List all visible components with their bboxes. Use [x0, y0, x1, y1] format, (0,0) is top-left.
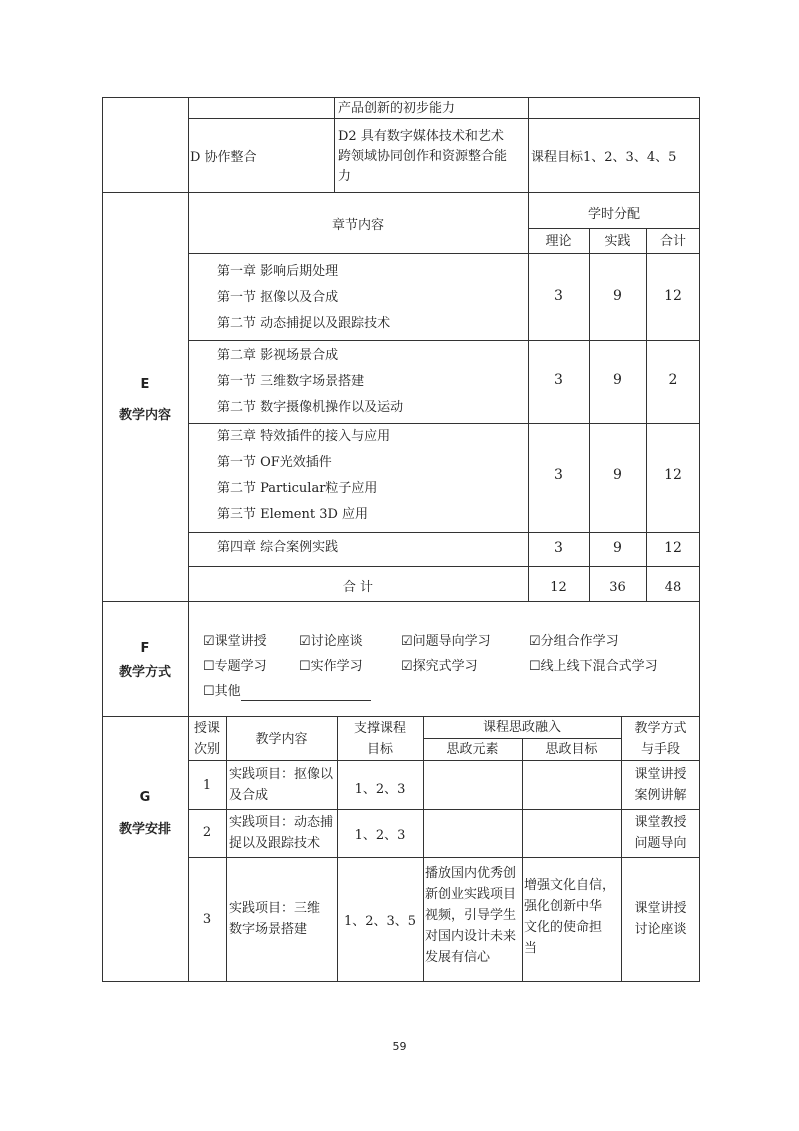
top-row2-goal: 课程目标1、2、3、4、5: [531, 150, 677, 165]
schedule-method-line: 课堂教授: [634, 815, 687, 830]
method-option[interactable]: [203, 657, 267, 676]
other-blank-field[interactable]: [241, 687, 371, 701]
section-f-letter: F: [140, 641, 150, 656]
option-label: 探究式学习: [412, 659, 478, 674]
checked-box-icon: ☑: [299, 634, 311, 649]
header-support: 目标: [366, 742, 393, 757]
top-row2-label: D 协作整合: [190, 150, 257, 165]
method-option[interactable]: [203, 632, 267, 651]
page-number: 59: [392, 1040, 407, 1053]
schedule-support: 1、2、3、5: [343, 914, 417, 929]
chapter-line: 第一节 抠像以及合成: [217, 290, 339, 305]
chapter-line: 第二节 动态捕捉以及跟踪技术: [217, 316, 391, 331]
schedule-method-line: 课堂讲授: [634, 767, 687, 782]
header-order: 次别: [193, 742, 220, 757]
chapter-theory: 3: [554, 467, 563, 483]
chapter-practice: 9: [613, 288, 622, 304]
schedule-content-line: 数字场景搭建: [229, 922, 308, 937]
section-e-title: 教学内容: [118, 408, 171, 423]
header-order: 授课: [193, 721, 220, 736]
chapter-total: 2: [668, 372, 678, 388]
schedule-method-line: 问题导向: [634, 836, 687, 851]
schedule-content-line: 实践项目：抠像以: [229, 767, 334, 782]
chapter-practice: 9: [613, 372, 622, 388]
chapter-total: 12: [664, 288, 682, 304]
schedule-content-line: 实践项目：三维: [229, 901, 321, 916]
option-label: 课堂讲授: [214, 634, 267, 649]
chapter-line: 第三节 Element 3D 应用: [217, 507, 369, 522]
chapter-line: 第一节 三维数字场景搭建: [217, 374, 365, 389]
header-content: 教学内容: [255, 732, 308, 747]
desc-line: 跨领域协同创作和资源整合能: [338, 149, 508, 164]
ideo-element-line: 播放国内优秀创: [425, 866, 517, 881]
section-e-letter: E: [140, 377, 150, 392]
chapter-line: 第三章 特效插件的接入与应用: [217, 429, 391, 444]
method-option[interactable]: [401, 657, 478, 676]
top-row1-desc: 产品创新的初步能力: [338, 101, 456, 116]
option-label: 线上线下混合式学习: [540, 659, 658, 674]
sum-theory: 12: [550, 580, 567, 595]
schedule-content-line: 实践项目：动态捕: [229, 815, 334, 830]
option-label: 讨论座谈: [310, 634, 363, 649]
ideo-element-line: 视频，引导学生: [425, 908, 517, 923]
checked-box-icon: ☑: [529, 634, 541, 649]
chapter-line: 第一章 影响后期处理: [217, 264, 339, 279]
section-g-title: 教学安排: [118, 822, 171, 837]
section-g-letter: G: [139, 790, 151, 805]
header-method: 与手段: [640, 742, 680, 757]
chapter-theory: 3: [554, 372, 563, 388]
method-option[interactable]: [299, 657, 363, 676]
sum-practice: 36: [609, 580, 626, 595]
chapter-practice: 9: [613, 540, 622, 556]
checked-box-icon: ☑: [401, 634, 413, 649]
chapter-line: 第一节 OF光效插件: [217, 455, 332, 470]
chapter-line: 第二章 影视场景合成: [217, 348, 339, 363]
chapter-theory: 3: [554, 288, 563, 304]
chapter-line: 第四章 综合案例实践: [217, 540, 339, 555]
desc-line: 力: [338, 169, 352, 184]
ideo-element-line: 对国内设计未来: [425, 929, 517, 944]
section-f-title: 教学方式: [118, 665, 171, 680]
method-option[interactable]: [529, 632, 619, 651]
header-practice: 实践: [604, 234, 631, 249]
unchecked-box-icon: ☐: [529, 659, 541, 674]
header-hours: 学时分配: [587, 207, 640, 222]
method-option[interactable]: [401, 632, 491, 651]
option-label: 其他: [214, 684, 241, 699]
unchecked-box-icon: ☐: [299, 659, 311, 674]
header-theory: 理论: [545, 234, 572, 249]
schedule-support: 1、2、3: [354, 828, 406, 843]
schedule-method-line: 课堂讲授: [634, 901, 687, 916]
unchecked-box-icon: ☐: [203, 684, 215, 699]
chapter-line: 第二节 Particular粒子应用: [217, 481, 378, 496]
header-ideo: 课程思政融入: [482, 720, 561, 735]
header-ideo-element: 思政元素: [446, 742, 499, 757]
checked-box-icon: ☑: [401, 659, 413, 674]
ideo-element-line: 发展有信心: [425, 950, 491, 965]
schedule-order: 2: [202, 825, 212, 840]
chapter-total: 12: [664, 467, 682, 483]
chapter-theory: 3: [554, 540, 563, 556]
sum-label: 合 计: [342, 580, 374, 595]
option-label: 问题导向学习: [412, 634, 491, 649]
ideo-goal-line: 增强文化自信，: [524, 878, 616, 893]
ideo-goal-line: 强化创新中华: [524, 899, 603, 914]
desc-line: D2 具有数字媒体技术和艺术: [338, 129, 504, 144]
ideo-goal-line: 当: [524, 941, 538, 956]
chapter-line: 第二节 数字摄像机操作以及运动: [217, 400, 404, 415]
option-label: 专题学习: [214, 659, 267, 674]
option-label: 分组合作学习: [540, 634, 619, 649]
schedule-content-line: 及合成: [229, 788, 269, 803]
schedule-order: 3: [202, 912, 212, 927]
schedule-content-line: 捉以及跟踪技术: [229, 836, 321, 851]
header-support: 支撑课程: [353, 721, 406, 736]
schedule-method-line: 讨论座谈: [634, 922, 687, 937]
method-option[interactable]: [529, 657, 658, 676]
schedule-order: 1: [202, 778, 212, 793]
schedule-method-line: 案例讲解: [634, 788, 687, 803]
unchecked-box-icon: ☐: [203, 659, 215, 674]
ideo-goal-line: 文化的使命担: [524, 920, 603, 935]
header-ideo-goal: 思政目标: [545, 742, 598, 757]
header-total: 合计: [659, 234, 686, 249]
header-method: 教学方式: [634, 721, 687, 736]
chapter-practice: 9: [613, 467, 622, 483]
schedule-support: 1、2、3: [354, 782, 406, 797]
ideo-element-line: 新创业实践项目: [425, 887, 517, 902]
option-label: 实作学习: [310, 659, 363, 674]
sum-total: 48: [664, 580, 682, 595]
header-chapter-content: 章节内容: [331, 218, 384, 233]
chapter-total: 12: [664, 540, 682, 556]
checked-box-icon: ☑: [203, 634, 215, 649]
method-option[interactable]: [203, 682, 371, 701]
method-option[interactable]: [299, 632, 363, 651]
